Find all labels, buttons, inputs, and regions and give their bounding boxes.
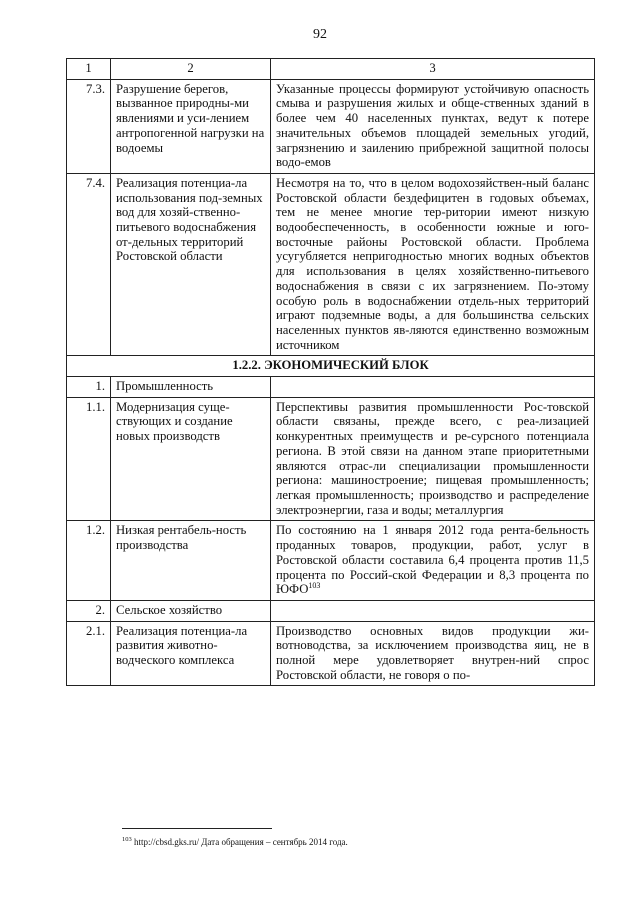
row-number: 2.1. bbox=[67, 621, 111, 686]
column-header-3: 3 bbox=[271, 59, 595, 80]
table-row bbox=[67, 521, 595, 601]
row-name: Реализация потенциа-ла использования под-земных вод для хозяй-ственно-питьевого водоснабжения от-дельных территорий Ростовской области bbox=[111, 173, 271, 355]
section-heading-row bbox=[67, 356, 595, 377]
row-name: Разрушение берегов, вызванное природны-ми явлениями и уси-лением антропогенной нагрузки на водоемы bbox=[111, 79, 271, 173]
row-description: Указанные процессы формируют устойчивую опасность смыва и разрушения жилых и обще-ственных зданий в более чем 40 населенных пунктах, ведут к потере значительных объемов площадей земельных угодий, загрязнению и заилению прибрежной защитной полосы водо-емов bbox=[271, 79, 595, 173]
footnote-text: http://cbsd.gks.ru/ Дата обращения – сентябрь 2014 года. bbox=[131, 837, 348, 847]
column-header-2: 2 bbox=[111, 59, 271, 80]
section-title: 1.2.2. ЭКОНОМИЧЕСКИЙ БЛОК bbox=[67, 356, 595, 377]
row-number: 1.2. bbox=[67, 521, 111, 601]
data-table bbox=[66, 58, 595, 686]
row-name: Промышленность bbox=[111, 377, 271, 398]
row-number: 2. bbox=[67, 600, 111, 621]
row-description bbox=[271, 600, 595, 621]
table-header-row bbox=[67, 59, 595, 80]
column-header-1: 1 bbox=[67, 59, 111, 80]
row-description: Производство основных видов продукции жи-вотноводства, за исключением производства яиц, не в полной мере удовлетворяет внутрен-ний спрос Ростовской области, не говоря о по- bbox=[271, 621, 595, 686]
page-number: 92 bbox=[313, 27, 327, 42]
footnote bbox=[122, 834, 348, 848]
table-row bbox=[67, 621, 595, 686]
row-description-text: По состоянию на 1 января 2012 года рента-бельность проданных товаров, продукции, работ, услуг в Ростовской области составила 6,4 процента против 11,5 процента по Россий-ской Федерации и 8,3 процента по ЮФО bbox=[276, 523, 589, 597]
row-number: 1.1. bbox=[67, 397, 111, 521]
row-number: 1. bbox=[67, 377, 111, 398]
footnote-marker: 103 bbox=[122, 836, 132, 843]
footnote-divider bbox=[122, 828, 272, 829]
row-number: 7.4. bbox=[67, 173, 111, 355]
row-name: Реализация потенциа-ла развития животно-водческого комплекса bbox=[111, 621, 271, 686]
table-row bbox=[67, 397, 595, 521]
row-number: 7.3. bbox=[67, 79, 111, 173]
table-row bbox=[67, 600, 595, 621]
footnote-reference: 103 bbox=[308, 580, 321, 590]
row-description bbox=[271, 377, 595, 398]
row-name: Сельское хозяйство bbox=[111, 600, 271, 621]
table-row bbox=[67, 79, 595, 173]
table-row bbox=[67, 173, 595, 355]
table-row bbox=[67, 377, 595, 398]
row-description: Перспективы развития промышленности Рос-товской области связаны, прежде всего, с реа-лизацией конкурентных преимуществ и ре-сурсного потенциала региона. В этой связи на данном этапе приоритетными являются отрас-ли специализации промышленности региона: машиностроение; пищевая промышленность; легкая промышленность; производство и распределение электроэнергии, газа и воды; металлургия bbox=[271, 397, 595, 521]
row-name: Низкая рентабель-ность производства bbox=[111, 521, 271, 601]
row-name: Модернизация суще-ствующих и создание новых производств bbox=[111, 397, 271, 521]
row-description bbox=[271, 521, 595, 601]
row-description: Несмотря на то, что в целом водохозяйствен-ный баланс Ростовской области бездефицитен в годовых объемах, тем не менее многие тер-ритории имеют низкую водообеспеченность, в особенности южные и юго-восточные районы Ростовской области. Проблема усугубляется непригодностью многих водных объектов для использования в целях хозяйственно-питьевого водоснабжения в связи с их загрязнением. По-этому особую роль в водоснабжении отдель-ных территорий играют подземные воды, а для большинства сельских населенных пунктов яв-ляются единственно возможным источником bbox=[271, 173, 595, 355]
